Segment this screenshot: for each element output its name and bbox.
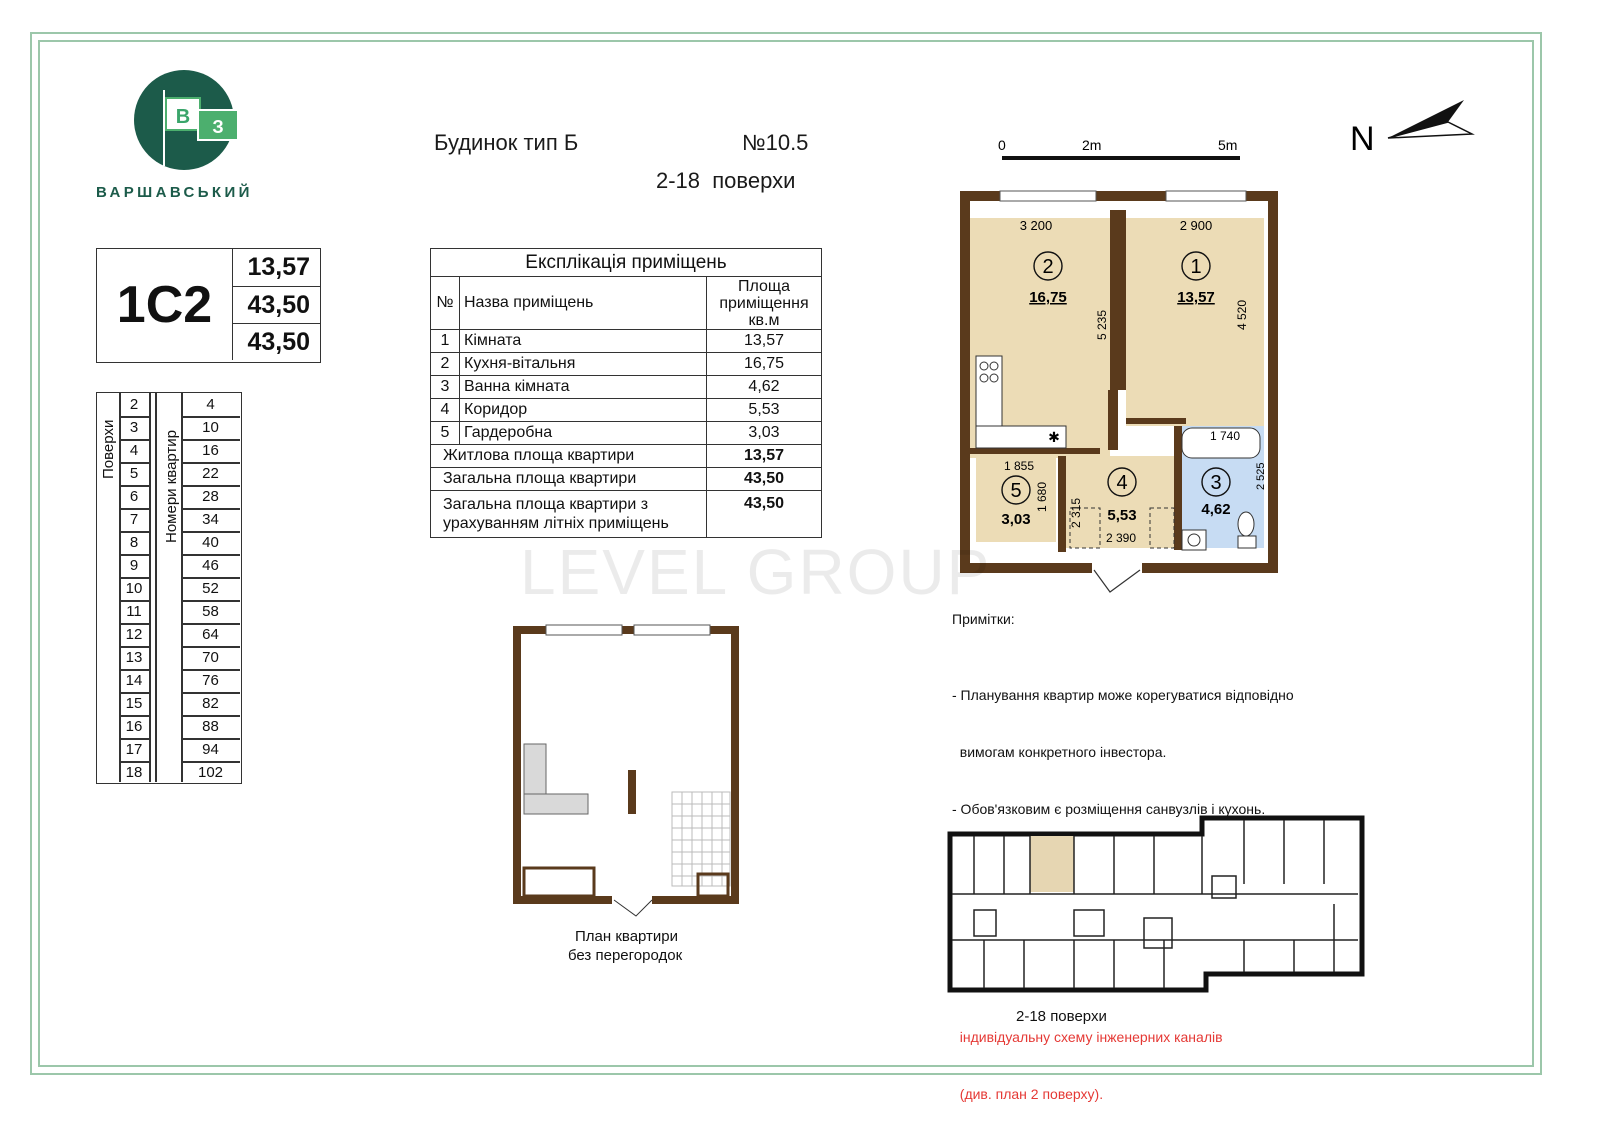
floor-number: 13 xyxy=(125,649,143,666)
apartment-number: 102 xyxy=(197,764,224,781)
row-name: Кімната xyxy=(460,330,707,353)
dim-wardrobe-width: 1 855 xyxy=(1004,459,1035,473)
floorplan-caption: 2-18 поверхи xyxy=(1016,1008,1107,1025)
floor-number: 11 xyxy=(126,603,142,620)
apartment-number: 4 xyxy=(206,396,215,413)
apartment-number: 10 xyxy=(202,419,219,436)
room3-number: 3 xyxy=(1210,472,1222,494)
room1-area: 13,57 xyxy=(1177,289,1215,306)
note-line-red: індивідуальну схему інженерних каналів xyxy=(952,1029,1223,1045)
room2-number: 2 xyxy=(1042,256,1054,278)
floors-range: 2-18 поверхи xyxy=(656,168,796,193)
col-no-header: № xyxy=(431,277,460,330)
brand-wordmark: ВАРШАВСЬКИЙ xyxy=(96,184,253,201)
dim-depth-room1: 4 520 xyxy=(1235,299,1249,330)
apartment-floor-plan xyxy=(960,190,1280,600)
row-area: 13,57 xyxy=(707,330,822,353)
row-name: Гардеробна xyxy=(460,422,707,445)
floor-number: 8 xyxy=(129,534,139,551)
room4-area: 5,53 xyxy=(1107,507,1137,524)
table-row xyxy=(431,353,822,376)
table-row xyxy=(431,376,822,399)
logo-letter-v: В xyxy=(175,106,191,128)
floors-apartments-table xyxy=(96,392,242,784)
explication-title: Експлікація приміщень xyxy=(431,249,822,277)
dim-depth-room2: 5 235 xyxy=(1095,309,1109,340)
row-no: 3 xyxy=(431,376,460,399)
row-area: 3,03 xyxy=(707,422,822,445)
apartment-number: 22 xyxy=(202,465,219,482)
open-plan-caption-2: без перегородок xyxy=(568,947,683,964)
room4-number: 4 xyxy=(1116,472,1128,494)
row-no: 1 xyxy=(431,330,460,353)
scale-tick-0: 0 xyxy=(998,137,1006,153)
floor-number: 4 xyxy=(129,442,139,459)
apartment-summary xyxy=(96,248,321,363)
apartment-number: 46 xyxy=(202,557,219,574)
section-number: №10.5 xyxy=(742,130,809,155)
row-no: 2 xyxy=(431,353,460,376)
dim-bath-width: 1 740 xyxy=(1210,429,1241,443)
room2-area: 16,75 xyxy=(1029,289,1067,306)
apartment-number: 88 xyxy=(202,718,219,735)
floor-number: 2 xyxy=(129,396,139,413)
living-area-label: Житлова площа квартири xyxy=(431,445,707,468)
row-name: Коридор xyxy=(460,399,707,422)
row-area: 4,62 xyxy=(707,376,822,399)
apartment-number: 70 xyxy=(202,649,219,666)
room1-number: 1 xyxy=(1190,256,1202,278)
total-summer-area-value: 43,50 xyxy=(707,491,822,538)
room5-number: 5 xyxy=(1010,480,1022,502)
apartment-number: 58 xyxy=(202,603,219,620)
notes-title: Примітки: xyxy=(952,611,1015,627)
summary-total-area: 43,50 xyxy=(232,286,320,323)
apartment-number: 76 xyxy=(202,672,219,689)
house-type: Будинок тип Б xyxy=(434,130,579,155)
room5-area: 3,03 xyxy=(1001,511,1031,528)
dim-corridor-depth: 2 315 xyxy=(1069,497,1083,528)
floor-number: 18 xyxy=(125,764,143,781)
row-area: 16,75 xyxy=(707,353,822,376)
floor-number: 5 xyxy=(129,465,139,482)
note-line-red: (див. план 2 поверху). xyxy=(952,1086,1104,1102)
apartment-code: 1С2 xyxy=(116,276,213,334)
table-row xyxy=(431,330,822,353)
apartment-number: 28 xyxy=(202,488,219,505)
floors-label: Поверхи xyxy=(100,419,117,479)
apartment-number: 94 xyxy=(202,741,219,758)
apartments-label: Номери квартир xyxy=(163,429,180,543)
apartment-number: 64 xyxy=(202,626,219,643)
watermark: LEVEL GROUP xyxy=(520,536,992,608)
col-name-header: Назва приміщень xyxy=(460,277,707,330)
north-arrow xyxy=(1346,96,1476,160)
floor-number: 10 xyxy=(125,580,143,597)
row-no: 5 xyxy=(431,422,460,445)
floor-number: 17 xyxy=(125,741,143,758)
brand-logo xyxy=(128,68,244,172)
row-name: Кухня-вітальня xyxy=(460,353,707,376)
dim-bath-depth: 2 525 xyxy=(1255,462,1267,490)
apartment-number: 82 xyxy=(202,695,219,712)
summary-living-area: 13,57 xyxy=(232,249,320,286)
table-row xyxy=(431,422,822,445)
floor-number: 12 xyxy=(125,626,143,643)
note-line: - Планування квартир може корегуватися відповідно xyxy=(952,687,1294,703)
total-area-value: 43,50 xyxy=(707,468,822,491)
living-area-value: 13,57 xyxy=(707,445,822,468)
scale-bar xyxy=(990,132,1260,164)
apartment-number: 40 xyxy=(202,534,219,551)
building-floor-plan xyxy=(944,814,1368,998)
dim-corridor-width: 2 390 xyxy=(1106,531,1137,545)
room3-area: 4,62 xyxy=(1201,501,1231,518)
dim-wardrobe-depth: 1 680 xyxy=(1035,481,1049,512)
total-summer-area-label: Загальна площа квартири з урахуванням літніх приміщень xyxy=(431,491,707,538)
summary-total-summer-area: 43,50 xyxy=(232,323,320,360)
apartment-number: 16 xyxy=(202,442,219,459)
floor-number: 3 xyxy=(129,419,139,436)
dim-width-room2: 3 200 xyxy=(1019,218,1053,233)
total-area-label: Загальна площа квартири xyxy=(431,468,707,491)
open-plan-caption-1: План квартири xyxy=(575,928,679,945)
apartment-number: 52 xyxy=(202,580,219,597)
floor-number: 7 xyxy=(129,511,139,528)
row-area: 5,53 xyxy=(707,399,822,422)
svg-text:✱: ✱ xyxy=(1048,429,1060,445)
north-label: N xyxy=(1350,120,1375,158)
floor-number: 16 xyxy=(125,718,143,735)
floor-number: 15 xyxy=(125,695,143,712)
logo-letter-z: З xyxy=(212,117,224,137)
apartment-number: 34 xyxy=(202,511,219,528)
scale-tick-5m: 5m xyxy=(1218,137,1238,153)
floor-number: 14 xyxy=(125,672,143,689)
note-line: - Обов'язковим є розміщення санвузлів і кухонь. xyxy=(952,801,1266,817)
row-name: Ванна кімната xyxy=(460,376,707,399)
table-row xyxy=(431,399,822,422)
dim-width-room1: 2 900 xyxy=(1179,218,1213,233)
col-area-header: Площа приміщення кв.м xyxy=(707,277,822,330)
explication-table xyxy=(430,248,822,538)
open-floor-plan xyxy=(512,624,742,920)
floor-number: 9 xyxy=(129,557,139,574)
row-no: 4 xyxy=(431,399,460,422)
floor-number: 6 xyxy=(129,488,139,505)
scale-tick-2m: 2m xyxy=(1082,137,1102,153)
note-line: вимогам конкретного інвестора. xyxy=(952,744,1167,760)
